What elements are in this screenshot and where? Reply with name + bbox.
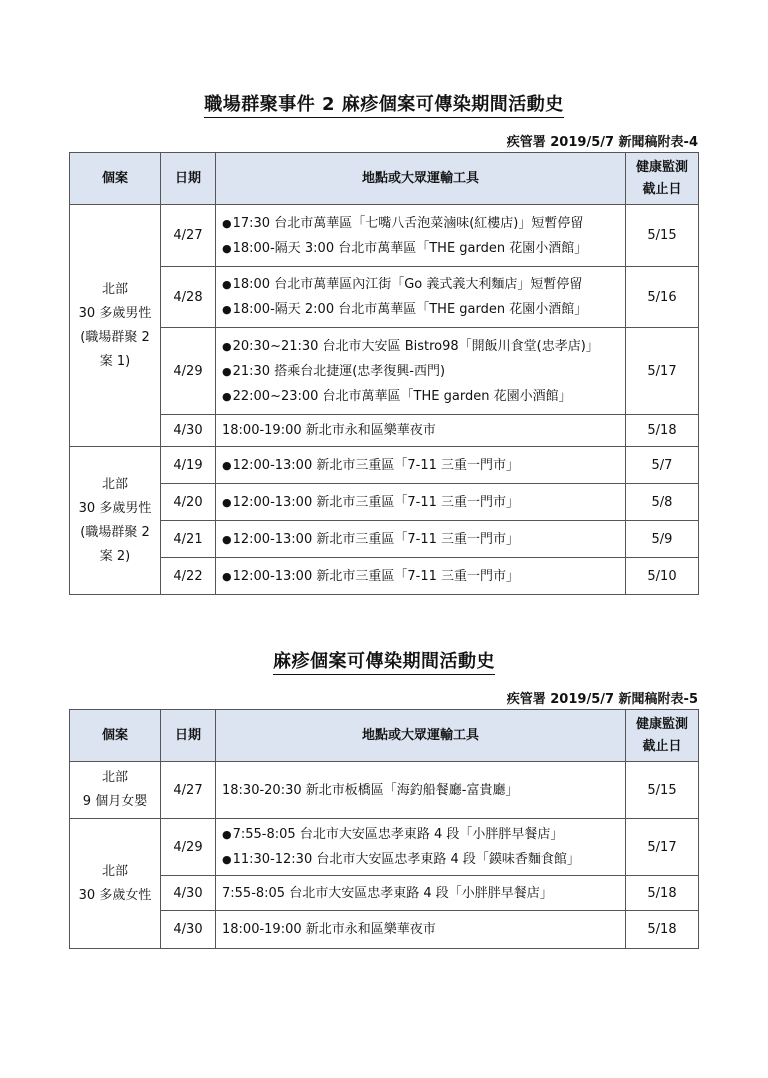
table1-title: 職場群聚事件 2 麻疹個案可傳染期間活動史: [0, 90, 768, 116]
date-cell: 4/27: [161, 205, 216, 267]
header-case: 個案: [70, 153, 161, 205]
bullet-icon: ●: [222, 241, 232, 255]
location-cell: [216, 876, 626, 911]
bullet-icon: ●: [222, 389, 232, 403]
location-cell: [216, 447, 626, 484]
bullet-icon: ●: [222, 828, 232, 841]
deadline-cell: 5/17: [626, 328, 699, 415]
date-cell: 4/21: [161, 521, 216, 558]
deadline-cell: 5/15: [626, 762, 699, 819]
location-item: 18:00-19:00 新北市永和區樂華夜市: [222, 922, 436, 937]
bullet-icon: ●: [222, 216, 232, 230]
bullet-icon: ●: [222, 303, 232, 316]
table-row: [70, 484, 699, 521]
location-item: ●12:00-13:00 新北市三重區「7-11 三重一門市」: [222, 568, 519, 584]
location-cell: [216, 911, 626, 949]
case-cell: [70, 205, 161, 447]
table-row: [70, 267, 699, 328]
bullet-icon: ●: [222, 569, 232, 583]
case-line: 案 2): [99, 548, 131, 564]
date-cell: 4/29: [161, 819, 216, 876]
deadline-cell: 5/7: [626, 447, 699, 484]
location-item: 18:30-20:30 新北市板橋區「海釣船餐廳-富貴廳」: [222, 782, 519, 798]
date-cell: 4/19: [161, 447, 216, 484]
deadline-cell: 5/18: [626, 876, 699, 911]
location-item: ●22:00~23:00 台北市萬華區「THE garden 花園小酒館」: [222, 388, 572, 404]
location-item: ●20:30~21:30 台北市大安區 Bistro98「開飯川食堂(忠孝店)」: [222, 338, 599, 354]
header-deadline: [626, 710, 699, 762]
table2-subtitle: 疾管署 2019/5/7 新聞稿附表-5: [506, 692, 698, 707]
header-location: 地點或大眾運輸工具: [216, 710, 626, 762]
bullet-icon: ●: [222, 853, 232, 866]
date-cell: 4/30: [161, 876, 216, 911]
table-row: [70, 521, 699, 558]
table1-header-row: [70, 153, 699, 205]
header-deadline-line2: 截止日: [642, 738, 682, 754]
table-row: [70, 876, 699, 911]
header-case: 個案: [70, 710, 161, 762]
location-item: ●12:00-13:00 新北市三重區「7-11 三重一門市」: [222, 457, 519, 473]
case-line: 9 個月女嬰: [82, 794, 148, 809]
location-cell: [216, 484, 626, 521]
case-line: 北部: [101, 770, 128, 785]
case-line: 北部: [101, 863, 128, 879]
table-row: [70, 415, 699, 447]
table2-title: 麻疹個案可傳染期間活動史: [0, 647, 768, 673]
header-location: 地點或大眾運輸工具: [216, 153, 626, 205]
date-cell: 4/29: [161, 328, 216, 415]
case-cell: [70, 762, 161, 819]
location-cell: [216, 521, 626, 558]
table-row: [70, 819, 699, 876]
bullet-icon: ●: [222, 278, 232, 291]
location-cell: [216, 267, 626, 328]
case-line: 案 1): [99, 353, 131, 369]
deadline-cell: 5/17: [626, 819, 699, 876]
location-cell: [216, 205, 626, 267]
table-row: [70, 328, 699, 415]
bullet-icon: ●: [222, 339, 232, 353]
location-cell: [216, 762, 626, 819]
case-line: 30 多歲女性: [78, 887, 152, 903]
location-cell: [216, 819, 626, 876]
case-line: 北部: [101, 476, 128, 492]
location-item: 7:55-8:05 台北市大安區忠孝東路 4 段「小胖胖早餐店」: [222, 885, 553, 901]
location-cell: [216, 415, 626, 447]
table1-subtitle: 疾管署 2019/5/7 新聞稿附表-4: [506, 135, 698, 150]
header-deadline-line1: 健康監測: [635, 159, 688, 175]
case-line: (職場群聚 2: [80, 329, 150, 345]
deadline-cell: 5/8: [626, 484, 699, 521]
header-deadline: [626, 153, 699, 205]
deadline-cell: 5/9: [626, 521, 699, 558]
table-row: [70, 762, 699, 819]
case-cell: [70, 819, 161, 949]
deadline-cell: 5/18: [626, 415, 699, 447]
header-deadline-line1: 健康監測: [635, 716, 688, 732]
location-item: ●12:00-13:00 新北市三重區「7-11 三重一門市」: [222, 531, 519, 547]
location-cell: [216, 558, 626, 595]
date-cell: 4/20: [161, 484, 216, 521]
case-cell: [70, 447, 161, 595]
location-item: ●21:30 搭乘台北捷運(忠孝復興-西門): [222, 363, 446, 379]
date-cell: 4/30: [161, 415, 216, 447]
date-cell: 4/28: [161, 267, 216, 328]
location-item: ●17:30 台北市萬華區「七嘴八舌泡菜滷味(紅樓店)」短暫停留: [222, 215, 584, 231]
location-item: ●18:00 台北市萬華區內江街「Go 義式義大利麵店」短暫停留: [222, 277, 583, 292]
date-cell: 4/22: [161, 558, 216, 595]
deadline-cell: 5/16: [626, 267, 699, 328]
header-date: 日期: [161, 710, 216, 762]
table2: [69, 709, 699, 949]
bullet-icon: ●: [222, 364, 232, 378]
deadline-cell: 5/10: [626, 558, 699, 595]
deadline-cell: 5/15: [626, 205, 699, 267]
location-item: ●11:30-12:30 台北市大安區忠孝東路 4 段「鏌味香麵食館」: [222, 852, 580, 867]
date-cell: 4/27: [161, 762, 216, 819]
location-item: ●18:00-隔天 3:00 台北市萬華區「THE garden 花園小酒館」: [222, 240, 588, 256]
date-cell: 4/30: [161, 911, 216, 949]
bullet-icon: ●: [222, 458, 232, 472]
bullet-icon: ●: [222, 495, 232, 509]
bullet-icon: ●: [222, 532, 232, 546]
table2-header-row: [70, 710, 699, 762]
header-date: 日期: [161, 153, 216, 205]
table-row: [70, 558, 699, 595]
table-row: [70, 911, 699, 949]
case-line: (職場群聚 2: [80, 524, 150, 540]
location-item: ●7:55-8:05 台北市大安區忠孝東路 4 段「小胖胖早餐店」: [222, 827, 564, 842]
case-line: 北部: [101, 281, 128, 297]
location-item: ●18:00-隔天 2:00 台北市萬華區「THE garden 花園小酒館」: [222, 302, 588, 317]
table-row: [70, 447, 699, 484]
deadline-cell: 5/18: [626, 911, 699, 949]
table1: [69, 152, 699, 595]
table-row: [70, 205, 699, 267]
location-item: ●12:00-13:00 新北市三重區「7-11 三重一門市」: [222, 494, 519, 510]
location-cell: [216, 328, 626, 415]
case-line: 30 多歲男性: [78, 500, 152, 516]
location-item: 18:00-19:00 新北市永和區樂華夜市: [222, 423, 436, 438]
case-line: 30 多歲男性: [78, 305, 152, 321]
header-deadline-line2: 截止日: [642, 181, 682, 197]
